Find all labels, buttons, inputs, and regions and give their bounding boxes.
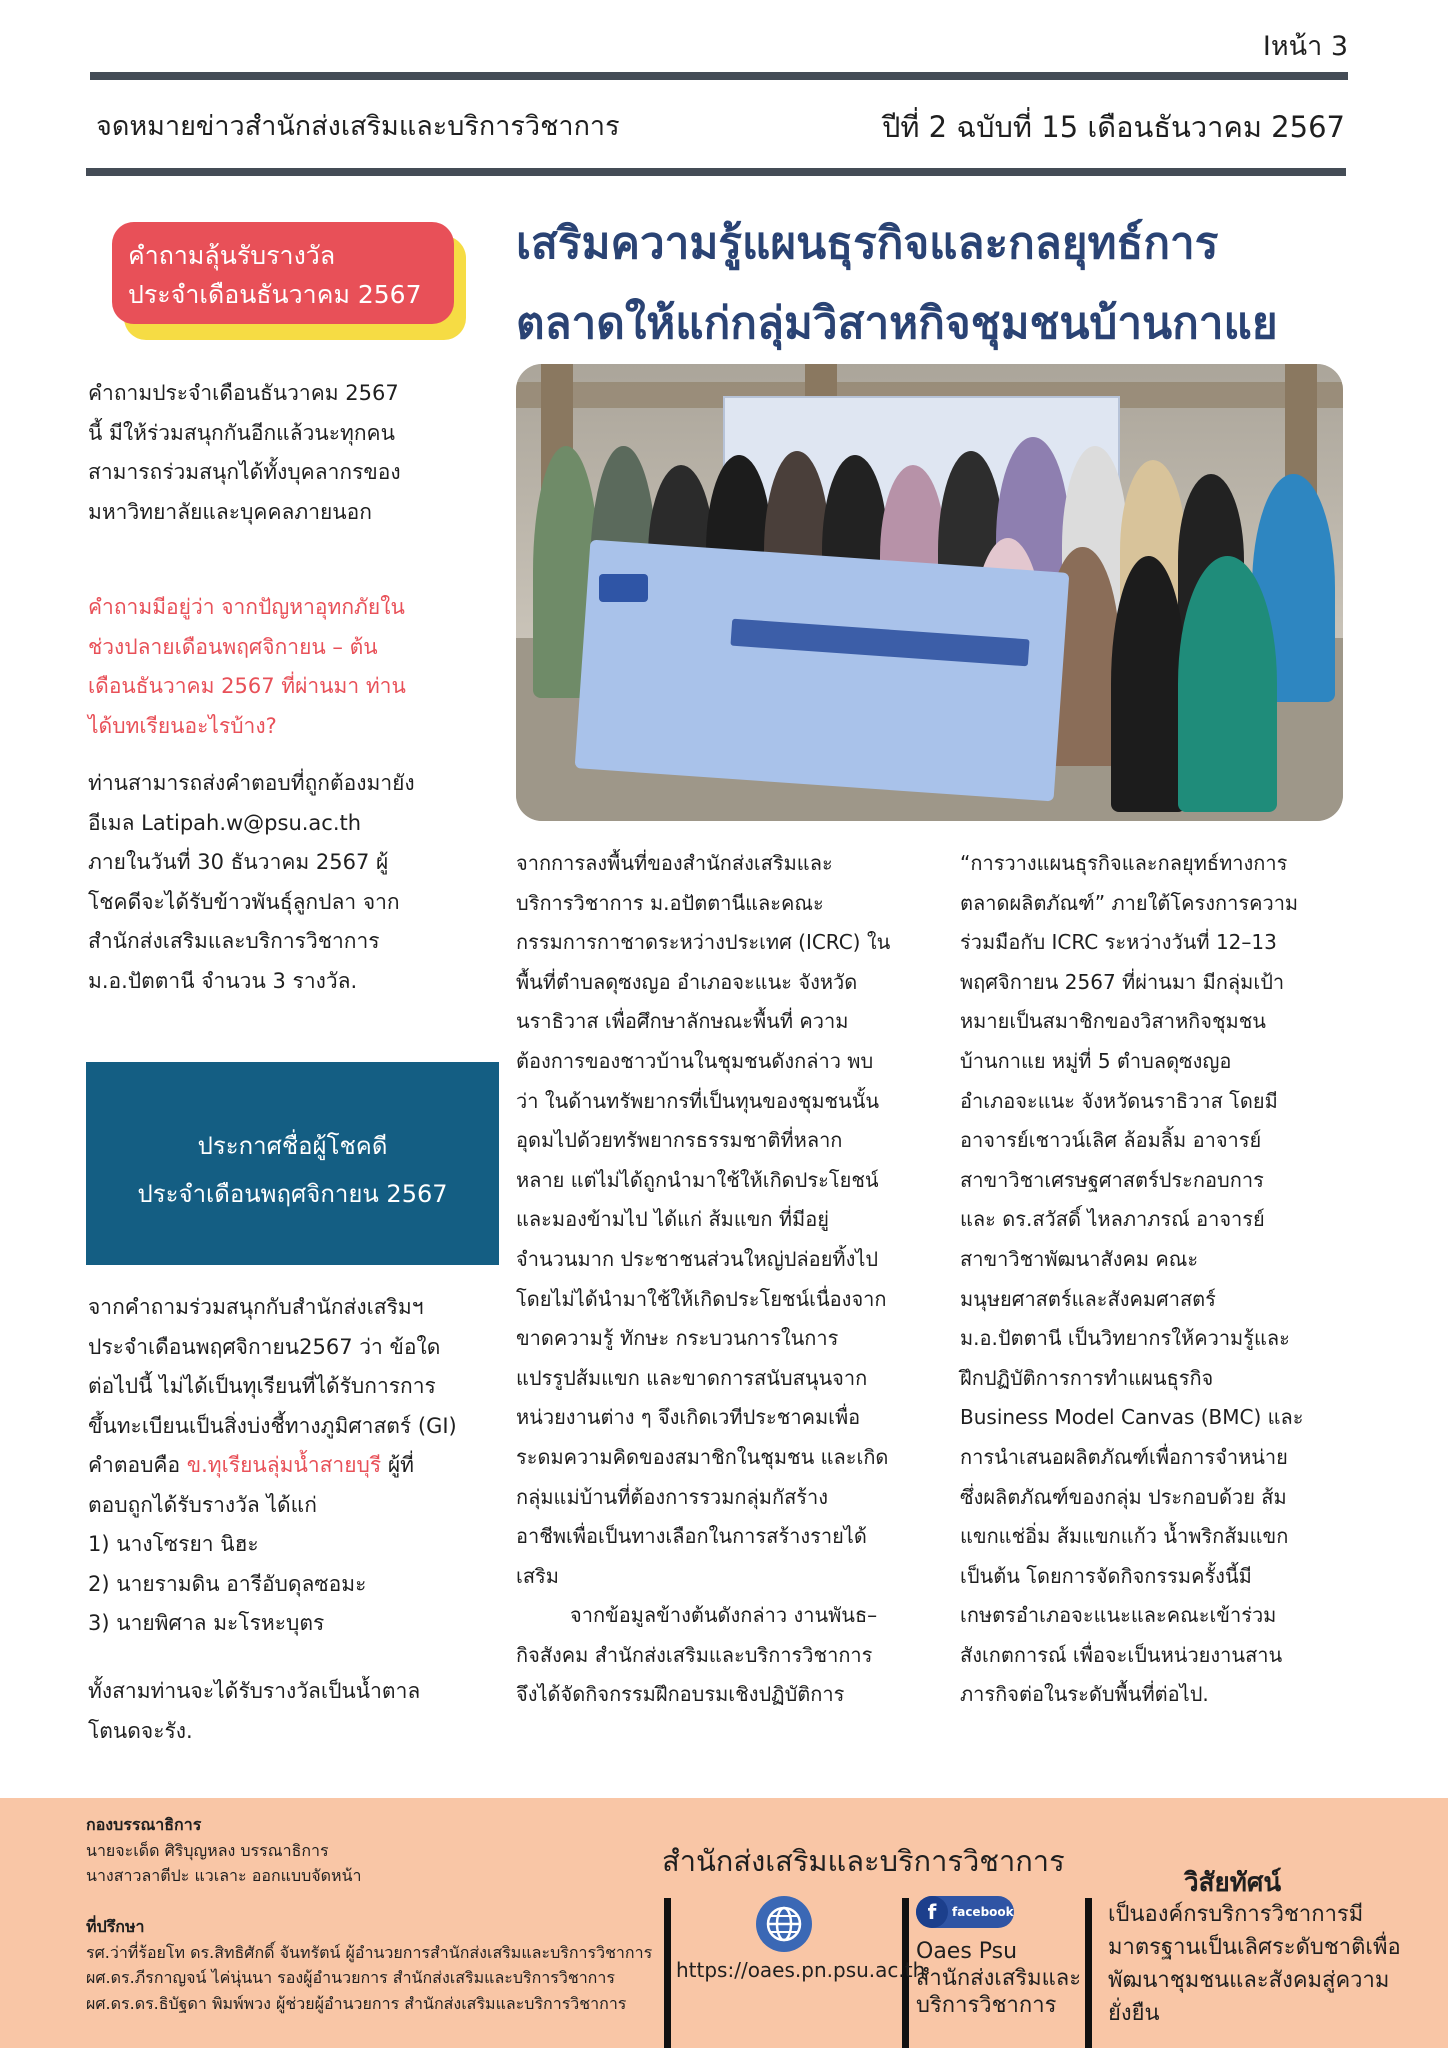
text-line: สาขาวิชาเศรษฐศาสตร์ประกอบการ	[960, 1167, 1264, 1192]
text-line: ร่วมมือกับ ICRC ระหว่างวันที่ 12–13	[960, 930, 1277, 955]
quiz-result	[88, 1288, 498, 1644]
article-photo	[516, 364, 1343, 821]
text-line: อีเมล Latipah.w@psu.ac.th	[88, 810, 362, 835]
vision-line: มาตรฐานเป็นเลิศระดับชาติเพื่อ	[1108, 1935, 1401, 1960]
winner-announcement-box	[86, 1062, 499, 1265]
advisor-line: รศ.ว่าที่ร้อยโท ดร.สิทธิศักดิ์ จันทรัตน์ ผู้อำนวยการสำนักส่งเสริมและบริการวิชาการ	[86, 1942, 653, 1962]
article-column-2	[960, 844, 1344, 1715]
quiz-badge	[112, 222, 462, 338]
text-line: กิจสังคม สำนักส่งเสริมและบริการวิชาการ	[516, 1642, 873, 1667]
top-rule	[90, 72, 1348, 80]
text-line: จากการลงพื้นที่ของสำนักส่งเสริมและ	[516, 851, 833, 875]
advisors-heading: ที่ปรึกษา	[86, 1917, 145, 1936]
text-line: จำนวนมาก ประชาชนส่วนใหญ่ปล่อยทิ้งไป	[516, 1246, 879, 1271]
footer-divider	[664, 1898, 671, 2048]
quiz-badge-label	[112, 222, 454, 324]
issue-info: ปีที่ 2 ฉบับที่ 15 เดือนธันวาคม 2567	[881, 110, 1345, 144]
text-line: บริการวิชาการ ม.อปัตตานีและคณะ	[516, 890, 824, 915]
correct-answer: ข.ทุเรียนลุ่มน้ำสายบุรี	[186, 1453, 382, 1477]
facebook-name-line: บริการวิชาการ	[916, 1993, 1057, 2018]
text-line: “การวางแผนธุรกิจและกลยุทธ์ทางการ	[960, 851, 1288, 875]
text-line: เกษตรอำเภอจะแนะและคณะเข้าร่วม	[960, 1603, 1277, 1628]
text-line: ม.อ.ปัตตานี เป็นวิทยากรให้ความรู้และ	[960, 1326, 1290, 1351]
text-line: เป็นต้น โดยการจัดกิจกรรมครั้งนี้มี	[960, 1563, 1252, 1588]
text-line: มหาวิทยาลัยและบุคคลภายนอก	[88, 499, 372, 524]
editor-line: นางสาวลาตีปะ แวเลาะ ออกแบบจัดหน้า	[86, 1866, 362, 1885]
text-line: อุดมไปด้วยทรัพยากรธรรมชาติที่หลาก	[516, 1128, 843, 1153]
facebook-badge[interactable]	[916, 1896, 1014, 1928]
text-line: ประจำเดือนพฤศจิกายน2567 ว่า ข้อใด	[88, 1334, 441, 1359]
article-column-1	[516, 844, 932, 1715]
facebook-icon: f	[916, 1896, 948, 1928]
text-line: จึงได้จัดกิจกรรมฝึกอบรมเชิงปฏิบัติการ	[516, 1682, 845, 1707]
website-link[interactable]: https://oaes.pn.psu.ac.th	[676, 1958, 926, 1982]
text-line: สามารถร่วมสนุกได้ทั้งบุคลากรของ	[88, 460, 401, 484]
vision-statement	[1108, 1898, 1401, 2030]
facebook-label: facebook	[952, 1905, 1014, 1919]
text-line: โตนดจะรัง.	[88, 1718, 193, 1743]
answer-prefix: คำตอบคือ	[88, 1453, 187, 1477]
text-line: ภายในวันที่ 30 ธันวาคม 2567 ผู้	[88, 850, 389, 874]
text-line: หน่วยงานต่าง ๆ จึงเกิดเวทีประชาคมเพื่อ	[516, 1405, 861, 1430]
text-line: ช่วงปลายเดือนพฤศจิกายน – ต้น	[88, 634, 378, 659]
advisors	[86, 1914, 652, 2016]
text-line: ตลาดผลิตภัณฑ์” ภายใต้โครงการความ	[960, 890, 1299, 915]
text-line: จากคำถามร่วมสนุกกับสำนักส่งเสริมฯ	[88, 1295, 424, 1319]
text-line: กรรมการกาชาดระหว่างประเทศ (ICRC) ใน	[516, 930, 891, 955]
answer-line	[88, 1446, 498, 1486]
text-line: พฤศจิกายน 2567 ที่ผ่านมา มีกลุ่มเป้า	[960, 969, 1285, 994]
vision-title: วิสัยทัศน์	[1184, 1868, 1282, 1898]
text-line: เดือนธันวาคม 2567 ที่ผ่านมา ท่าน	[88, 674, 406, 698]
quiz-badge-line: ประจำเดือนธันวาคม 2567	[128, 280, 422, 309]
text-line: โดยไม่ได้นำมาใช้ให้เกิดประโยชน์เนื่องจาก	[516, 1286, 887, 1311]
answer-suffix: ผู้ที่	[381, 1453, 414, 1477]
text-line: ท่านสามารถส่งคำตอบที่ถูกต้องมายัง	[88, 771, 415, 795]
text-line: อำเภอจะแนะ จังหวัดนราธิวาส โดยมี	[960, 1088, 1278, 1113]
advisor-line: ผศ.ดร.ภีรกาญจน์ ไค่นุ่นนา รองผู้อำนวยการ สำนักส่งเสริมและบริการวิชาการ	[86, 1968, 615, 1987]
vision-line: พัฒนาชุมชนและสังคมสู่ความ	[1108, 1968, 1390, 1993]
text-line: ต่อไปนี้ ไม่ได้เป็นทุเรียนที่ได้รับการการ	[88, 1374, 436, 1398]
newsletter-name: จดหมายข่าวสำนักส่งเสริมและบริการวิชาการ	[96, 111, 620, 142]
winner-name: 1) นางโซรยา นิฮะ	[88, 1532, 259, 1556]
vision-line: ยั่งยืน	[1108, 2001, 1160, 2026]
text-line: ระดมความคิดของสมาชิกในชุมชน และเกิด	[516, 1444, 889, 1469]
text-line: กลุ่มแม่บ้านที่ต้องการรวมกลุ่มกัสร้าง	[516, 1484, 829, 1509]
page-number: Iหน้า 3	[1262, 31, 1348, 62]
advisor-line: ผศ.ดร.ดร.ธิบัฐดา พิมพ์พวง ผู้ช่วยผู้อำนวยการ สำนักส่งเสริมและบริการวิชาการ	[86, 1993, 627, 2013]
article-headline	[516, 204, 1346, 364]
globe-icon	[756, 1896, 812, 1952]
text-line: นี้ มีให้ร่วมสนุกกันอีกแล้วนะทุกคน	[88, 420, 395, 445]
facebook-name-line: สำนักส่งเสริมและ	[916, 1966, 1082, 1991]
vision-line: เป็นองค์กรบริการวิชาการมี	[1108, 1902, 1364, 1927]
winner-name: 3) นายพิศาล มะโรหะบุตร	[88, 1611, 325, 1635]
quiz-badge-line: คำถามลุ้นรับรางวัล	[128, 241, 336, 270]
text-line: ตอบถูกได้รับรางวัล ได้แก่	[88, 1492, 317, 1517]
quiz-question	[88, 588, 498, 746]
text-line: การนำเสนอผลิตภัณฑ์เพื่อการจำหน่าย	[960, 1444, 1288, 1469]
text-line: ว่า ในด้านทรัพยากรที่เป็นทุนของชุมชนนั้น	[516, 1088, 880, 1113]
text-line: นราธิวาส เพื่อศึกษาลักษณะพื้นที่ ความ	[516, 1009, 849, 1034]
text-line: อาจารย์เชาวน์เลิศ ล้อมลิ้ม อาจารย์	[960, 1128, 1262, 1153]
winner-box-line: ประจำเดือนพฤศจิกายน 2567	[137, 1180, 448, 1208]
text-line: ภารกิจต่อในระดับพื้นที่ต่อไป.	[960, 1682, 1209, 1707]
text-line: ขึ้นทะเบียนเป็นสิ่งบ่งชี้ทางภูมิศาสตร์ (GI)	[88, 1413, 457, 1438]
text-line: ทั้งสามท่านจะได้รับรางวัลเป็นน้ำตาล	[88, 1679, 421, 1703]
text-line: สำนักส่งเสริมและบริการวิชาการ	[88, 929, 380, 953]
editor-line: นายจะเด็ด ศิริบุญหลง บรรณาธิการ	[86, 1840, 329, 1860]
masthead-rule	[86, 168, 1346, 176]
text-line: ได้บทเรียนอะไรบ้าง?	[88, 713, 277, 738]
footer-org-name: สำนักส่งเสริมและบริการวิชาการ	[662, 1844, 1065, 1878]
text-line: ซึ่งผลิตภัณฑ์ของกลุ่ม ประกอบด้วย ส้ม	[960, 1484, 1287, 1509]
text-line: สังเกตการณ์ เพื่อจะเป็นหน่วยงานสาน	[960, 1642, 1283, 1667]
text-line: เสริม	[516, 1563, 559, 1588]
winner-name: 2) นายรามดิน อารีอับดุลซอมะ	[88, 1571, 367, 1596]
answer-instructions	[88, 764, 498, 1001]
text-line: คำถามมีอยู่ว่า จากปัญหาอุทกภัยใน	[88, 595, 405, 619]
text-line: ฝึกปฏิบัติการการทำแผนธุรกิจ	[960, 1365, 1214, 1390]
text-line: อาชีพเพื่อเป็นทางเลือกในการสร้างรายได้	[516, 1524, 867, 1549]
winner-box-line: ประกาศชื่อผู้โชคดี	[197, 1132, 388, 1160]
footer-divider	[1085, 1898, 1092, 2048]
text-line: จากข้อมูลข้างต้นดังกล่าว งานพันธ–	[570, 1603, 878, 1628]
text-line: มนุษยศาสตร์และสังคมศาสตร์	[960, 1286, 1216, 1311]
text-line: แขกแช่อิ่ม ส้มแขกแก้ว น้ำพริกส้มแขก	[960, 1524, 1289, 1549]
text-line: แปรรูปส้มแขก และขาดการสนับสนุนจาก	[516, 1365, 868, 1390]
text-line: บ้านกาแย หมู่ที่ 5 ตำบลดุซงญอ	[960, 1048, 1232, 1073]
text-line: และมองข้ามไป ได้แก่ ส้มแขก ที่มีอยู่	[516, 1207, 829, 1232]
headline-line: เสริมความรู้แผนธุรกิจและกลยุทธ์การ	[516, 218, 1219, 269]
headline-line: ตลาดให้แก่กลุ่มวิสาหกิจชุมชนบ้านกาแย	[516, 298, 1278, 349]
editorial-heading: กองบรรณาธิการ	[86, 1815, 202, 1834]
text-line: หมายเป็นสมาชิกของวิสาหกิจชุมชน	[960, 1009, 1266, 1034]
text-line: ต้องการของชาวบ้านในชุมชนดังกล่าว พบ	[516, 1048, 874, 1073]
quiz-intro	[88, 374, 498, 532]
text-line: คำถามประจำเดือนธันวาคม 2567	[88, 381, 399, 405]
facebook-name-line: Oaes Psu	[916, 1939, 1018, 1964]
text-line: และ ดร.สวัสดิ์ ไหลภาภรณ์ อาจารย์	[960, 1207, 1265, 1232]
text-line: สาขาวิชาพัฒนาสังคม คณะ	[960, 1246, 1199, 1271]
prize-note	[88, 1672, 498, 1751]
text-line: ม.อ.ปัตตานี จำนวน 3 รางวัล.	[88, 968, 358, 993]
editorial-board	[86, 1812, 361, 1889]
facebook-page-name[interactable]	[916, 1938, 1081, 2019]
text-line: พื้นที่ตำบลดุซงญอ อำเภอจะแนะ จังหวัด	[516, 969, 858, 994]
text-line: หลาย แต่ไม่ได้ถูกนำมาใช้ให้เกิดประโยชน์	[516, 1167, 879, 1192]
text-line: Business Model Canvas (BMC) และ	[960, 1405, 1304, 1430]
text-line: ขาดความรู้ ทักษะ กระบวนการในการ	[516, 1326, 839, 1351]
text-line: โชคดีจะได้รับข้าวพันธุ์ลูกปลา จาก	[88, 889, 400, 914]
